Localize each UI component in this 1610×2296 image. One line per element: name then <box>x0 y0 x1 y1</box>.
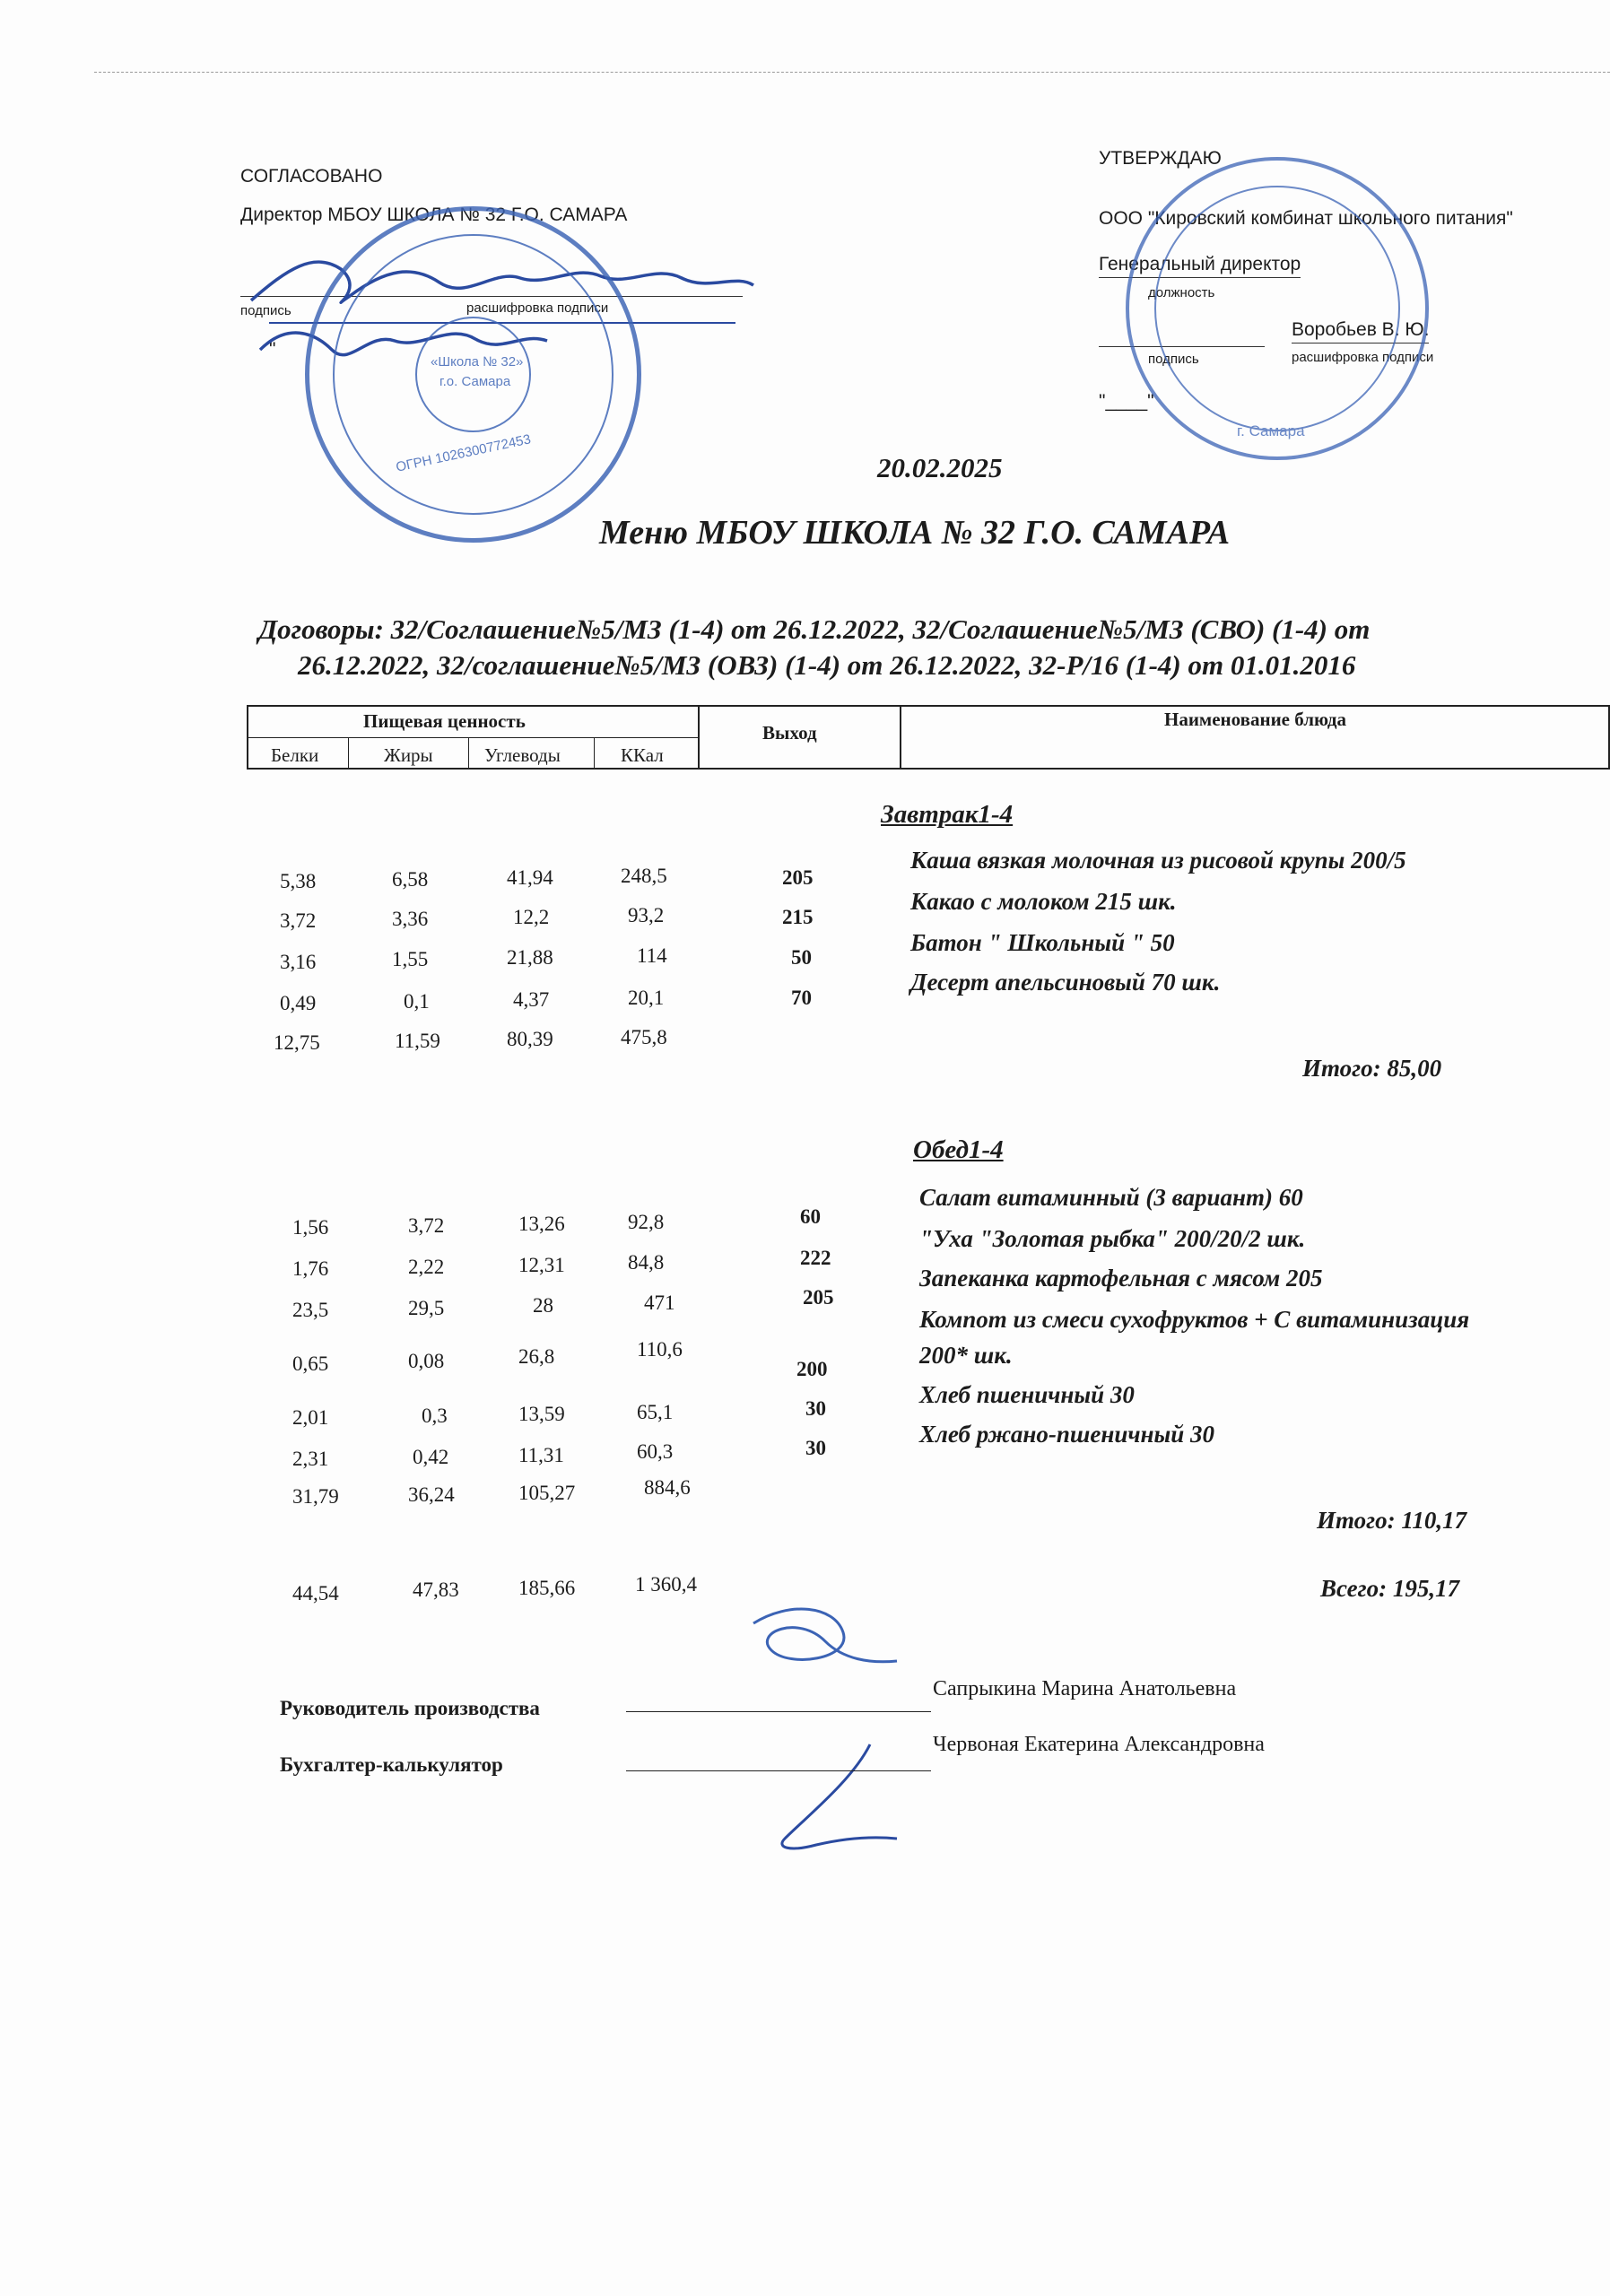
dish-name: Компот из смеси сухофруктов + С витаминизация <box>919 1306 1470 1333</box>
carbs-value: 26,8 <box>518 1345 555 1368</box>
header-protein: Белки <box>271 744 319 766</box>
protein-grand: 44,54 <box>292 1582 339 1605</box>
kcal-sum: 884,6 <box>644 1476 691 1499</box>
carbs-sum: 80,39 <box>507 1028 553 1050</box>
right-caption-sign: подпись <box>1148 352 1199 367</box>
carbs-value: 13,59 <box>518 1403 565 1425</box>
protein-value: 0,49 <box>280 992 317 1014</box>
right-name: Воробьев В. Ю. <box>1292 319 1429 344</box>
lunch-section-title: Обед1-4 <box>913 1135 1004 1164</box>
fat-sum: 36,24 <box>408 1483 455 1506</box>
output-value: 30 <box>805 1437 826 1459</box>
grand-total: Всего: 195,17 <box>1320 1575 1460 1602</box>
left-caption-sign: подпись <box>240 303 292 318</box>
left-date-quote: " <box>269 339 276 360</box>
kcal-value: 114 <box>637 944 667 967</box>
right-caption-position: должность <box>1148 285 1215 300</box>
right-round-stamp <box>1126 157 1429 460</box>
dish-name: Салат витаминный (3 вариант) 60 <box>919 1184 1303 1211</box>
table-header-col-divider-2 <box>900 705 901 770</box>
carbs-sum: 105,27 <box>518 1482 576 1504</box>
right-position: Генеральный директор <box>1099 254 1301 278</box>
accountant-signature-mark <box>753 1735 906 1861</box>
carbs-value: 41,94 <box>507 866 553 889</box>
fat-value: 3,72 <box>408 1214 445 1237</box>
lunch-total: Итого: 110,17 <box>1317 1507 1467 1534</box>
fat-value: 29,5 <box>408 1297 445 1319</box>
carbs-value: 28 <box>533 1294 553 1317</box>
kcal-value: 248,5 <box>621 865 667 887</box>
agreed-heading: СОГЛАСОВАНО <box>240 166 383 187</box>
header-fat: Жиры <box>384 744 433 766</box>
carbs-value: 13,26 <box>518 1213 565 1235</box>
carbs-grand: 185,66 <box>518 1577 576 1599</box>
fat-value: 0,08 <box>408 1350 445 1372</box>
output-value: 50 <box>791 946 812 969</box>
menu-date: 20.02.2025 <box>877 452 1003 483</box>
kcal-value: 92,8 <box>628 1211 665 1233</box>
kcal-value: 60,3 <box>637 1440 674 1463</box>
protein-sum: 12,75 <box>274 1031 320 1054</box>
right-stamp-bottom-text: г. Самара <box>1237 422 1305 439</box>
output-value: 205 <box>803 1286 834 1309</box>
dish-name: Каша вязкая молочная из рисовой крупы 200/5 <box>910 847 1406 874</box>
dish-name-continued: 200* шк. <box>919 1342 1013 1369</box>
protein-value: 23,5 <box>292 1299 329 1321</box>
left-caption-name: расшифровка подписи <box>466 300 609 316</box>
kcal-value: 84,8 <box>628 1251 665 1274</box>
kcal-value: 93,2 <box>628 904 665 926</box>
left-round-stamp <box>305 206 641 543</box>
left-stamp-center-line1: «Школа № 32» <box>431 354 524 370</box>
contracts-line-1: Договоры: 32/Соглашение№5/МЗ (1-4) от 26.12.2022, 32/Соглашение№5/МЗ (СВО) (1-4) от <box>258 613 1371 645</box>
dish-name: Какао с молоком 215 шк. <box>910 888 1177 915</box>
protein-value: 3,16 <box>280 951 317 973</box>
accountant-line <box>626 1770 931 1771</box>
output-value: 60 <box>800 1205 821 1228</box>
header-output: Выход <box>762 722 817 744</box>
header-dish-name: Наименование блюда <box>1164 709 1346 730</box>
page-top-rule <box>94 72 1610 73</box>
menu-title: Меню МБОУ ШКОЛА № 32 Г.О. САМАРА <box>599 514 1231 552</box>
table-header-sub-divider-2 <box>468 737 469 770</box>
kcal-value: 110,6 <box>637 1338 683 1361</box>
carbs-value: 12,2 <box>513 906 550 928</box>
dish-name: Запеканка картофельная с мясом 205 <box>919 1265 1323 1292</box>
breakfast-total: Итого: 85,00 <box>1302 1055 1442 1082</box>
kcal-value: 471 <box>644 1292 675 1314</box>
kcal-value: 65,1 <box>637 1401 674 1423</box>
fat-value: 0,1 <box>404 990 430 1013</box>
protein-value: 2,31 <box>292 1448 329 1470</box>
dish-name: Хлеб пшеничный 30 <box>919 1381 1135 1408</box>
output-value: 30 <box>805 1397 826 1420</box>
right-caption-name: расшифровка подписи <box>1292 350 1434 365</box>
fat-value: 1,55 <box>392 948 429 970</box>
table-header-sub-divider-1 <box>348 737 349 770</box>
kcal-grand: 1 360,4 <box>635 1573 697 1596</box>
header-kcal: ККал <box>621 744 664 766</box>
carbs-value: 4,37 <box>513 988 550 1011</box>
protein-value: 3,72 <box>280 909 317 932</box>
contracts-line-2: 26.12.2022, 32/соглашение№5/МЗ (ОВЗ) (1-4) от 26.12.2022, 32-Р/16 (1-4) от 01.01.2016 <box>298 649 1356 681</box>
protein-value: 1,76 <box>292 1257 329 1280</box>
production-head-line <box>626 1711 931 1712</box>
header-nutrition: Пищевая ценность <box>363 710 526 732</box>
output-value: 200 <box>796 1358 828 1380</box>
protein-sum: 31,79 <box>292 1485 339 1508</box>
kcal-sum: 475,8 <box>621 1026 667 1048</box>
fat-sum: 11,59 <box>395 1030 440 1052</box>
header-carbs: Углеводы <box>484 744 561 766</box>
output-value: 70 <box>791 987 812 1009</box>
carbs-value: 21,88 <box>507 946 553 969</box>
production-head-role: Руководитель производства <box>280 1697 540 1719</box>
fat-grand: 47,83 <box>413 1578 459 1601</box>
carbs-value: 11,31 <box>518 1444 564 1466</box>
output-value: 222 <box>800 1247 831 1269</box>
fat-value: 2,22 <box>408 1256 445 1278</box>
protein-value: 5,38 <box>280 870 317 892</box>
table-header-col-divider-1 <box>698 705 700 770</box>
accountant-name: Червоная Екатерина Александровна <box>933 1733 1265 1756</box>
output-value: 215 <box>782 906 814 928</box>
accountant-role: Бухгалтер-калькулятор <box>280 1753 503 1776</box>
left-stamp-ogrn: ОГРН 1026300772453 <box>394 431 533 475</box>
output-value: 205 <box>782 866 814 889</box>
table-header-sub-divider-3 <box>594 737 595 770</box>
protein-value: 1,56 <box>292 1216 329 1239</box>
breakfast-section-title: Завтрак1-4 <box>881 800 1014 829</box>
protein-value: 0,65 <box>292 1352 329 1375</box>
approve-heading: УТВЕРЖДАЮ <box>1099 148 1222 169</box>
right-org-line: ООО "Кировский комбинат школьного питания" <box>1099 208 1513 229</box>
production-head-name: Сапрыкина Марина Анатольевна <box>933 1677 1237 1700</box>
dish-name: Батон " Школьный " 50 <box>910 929 1175 956</box>
fat-value: 0,3 <box>422 1405 448 1427</box>
left-director-line: Директор МБОУ ШКОЛА № 32 Г.О. САМАРА <box>240 204 628 225</box>
table-header-split <box>247 737 700 738</box>
fat-value: 3,36 <box>392 908 429 930</box>
left-stamp-center-line2: г.о. Самара <box>439 374 511 389</box>
dish-name: Десерт апельсиновый 70 шк. <box>910 969 1221 996</box>
dish-name: Хлеб ржано-пшеничный 30 <box>919 1421 1215 1448</box>
right-date-quotes: "____" <box>1099 391 1154 412</box>
dish-name: "Уха "Золотая рыбка" 200/20/2 шк. <box>919 1225 1306 1252</box>
fat-value: 0,42 <box>413 1446 449 1468</box>
protein-value: 2,01 <box>292 1406 329 1429</box>
carbs-value: 12,31 <box>518 1254 565 1276</box>
production-head-signature-mark <box>735 1596 915 1695</box>
fat-value: 6,58 <box>392 868 429 891</box>
kcal-value: 20,1 <box>628 987 665 1009</box>
